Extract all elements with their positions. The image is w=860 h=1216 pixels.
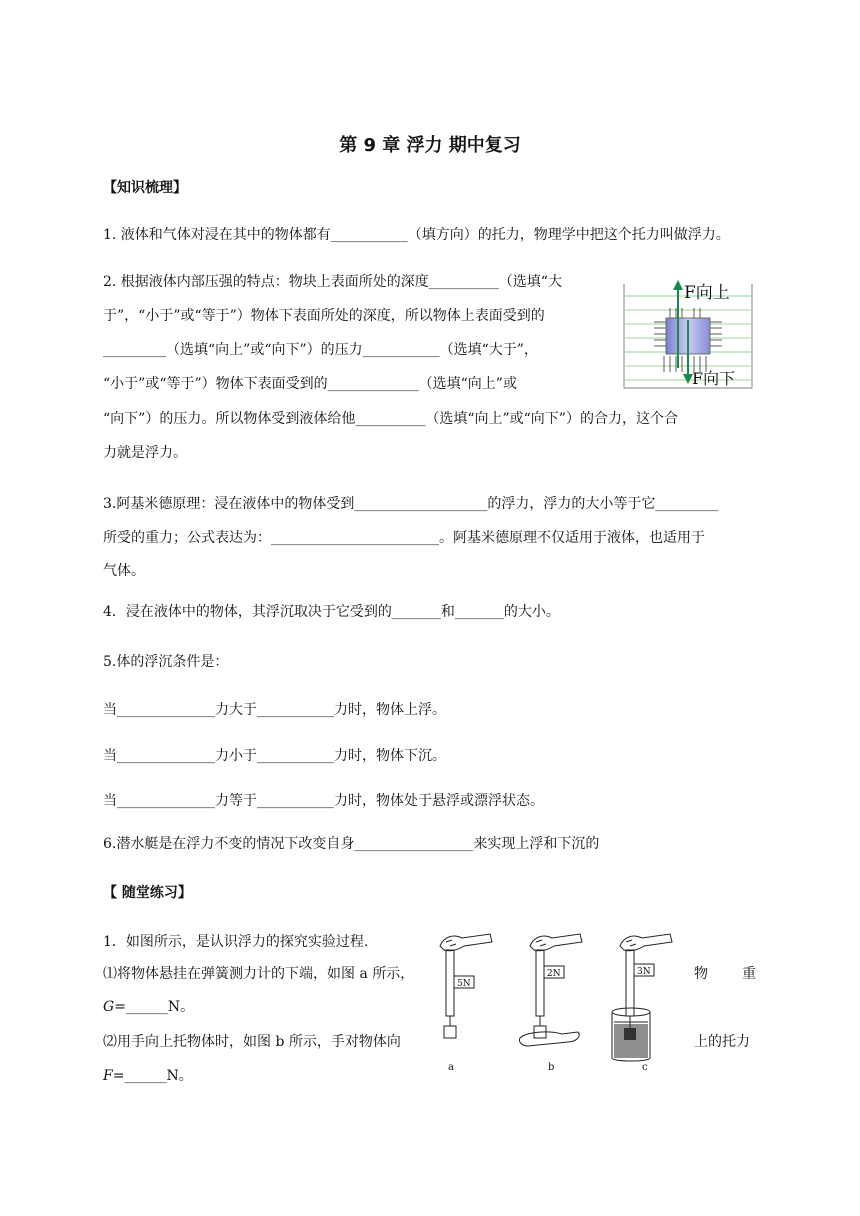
question-1-part-1: ⑴将物体悬挂在弹簧测力计的下端，如图 a 所示，	[103, 966, 415, 982]
condition-rise: 当______________力大于___________力时，物体上浮。	[103, 702, 446, 718]
paragraph-5-heading: 5.体的浮沉条件是：	[103, 654, 229, 670]
section-heading-practice: 【 随堂练习】	[103, 885, 192, 901]
force-up-label: F向上	[684, 283, 730, 303]
question-1-part-2-end: 上的托力	[694, 1034, 750, 1050]
question-1-part-2: ⑵用手向上托物体时，如图 b 所示，手对物体向	[103, 1034, 401, 1050]
condition-float: 当______________力等于___________力时，物体处于悬浮或漂浮状态。	[103, 793, 544, 809]
label-c: c	[642, 1062, 648, 1073]
reading-b: 2N	[547, 969, 561, 979]
spring-scale-figure	[428, 926, 696, 1074]
text-zhong: 重	[742, 966, 756, 982]
buoyancy-diagram	[618, 276, 758, 394]
paragraph-1: 1. 液体和气体对浸在其中的物体都有___________（填方向）的托力，物理学中把这个托力叫做浮力。	[103, 227, 730, 243]
reading-c: 3N	[637, 967, 651, 977]
answer-g-blank: =______N。	[114, 999, 195, 1015]
paragraph-2-line-5: “向下”）的压力。所以物体受到液体给他__________（选填“向上”或“向下”）的合力，这个合	[103, 411, 678, 427]
section-heading-knowledge: 【知识梳理】	[103, 180, 187, 196]
paragraph-2-line-4: “小于”或“等于”）物体下表面受到的_____________（选填“向上”或	[103, 376, 517, 392]
question-1-part-1-end	[694, 964, 756, 984]
answer-f-blank: =______N。	[112, 1068, 193, 1084]
paragraph-3-line-1: 3.阿基米德原理：浸在液体中的物体受到___________________的浮力，浮力的大小等于它_________	[103, 496, 719, 512]
reading-a: 5N	[457, 979, 471, 989]
paragraph-2-line-3: _________（选填“向上”或“向下”）的压力___________（选填“大于”，	[103, 342, 538, 358]
text-wu: 物	[694, 966, 708, 982]
paragraph-2-line-1: 2. 根据液体内部压强的特点：物块上表面所处的深度__________（选填“大	[103, 274, 562, 290]
paragraph-3-line-2: 所受的重力；公式表达为：________________________。阿基米德原理不仅适用于液体，也适用于	[103, 530, 705, 546]
question-1-answer-f	[103, 1066, 193, 1086]
variable-f: F	[103, 1068, 113, 1084]
force-down-label: F向下	[692, 369, 736, 388]
condition-sink: 当______________力小于___________力时，物体下沉。	[103, 748, 446, 764]
question-1-answer-g	[103, 997, 194, 1017]
page-title: 第 9 章 浮力 期中复习	[339, 135, 521, 156]
question-1-intro: 1．如图所示，是认识浮力的探究实验过程.	[103, 934, 369, 950]
paragraph-3-line-3: 气体。	[103, 563, 145, 579]
paragraph-6: 6.潜水艇是在浮力不变的情况下改变自身_________________来实现上浮和下沉的	[103, 836, 600, 852]
variable-g: G	[103, 999, 115, 1015]
paragraph-2-line-2: 于”，“小于”或“等于”）物体下表面所处的深度，所以物体上表面受到的	[103, 308, 545, 324]
label-b: b	[548, 1062, 555, 1073]
paragraph-2-line-6: 力就是浮力。	[103, 445, 187, 461]
paragraph-4: 4．浸在液体中的物体，其浮沉取决于它受到的_______和_______的大小。	[103, 604, 560, 620]
label-a: a	[448, 1062, 454, 1073]
